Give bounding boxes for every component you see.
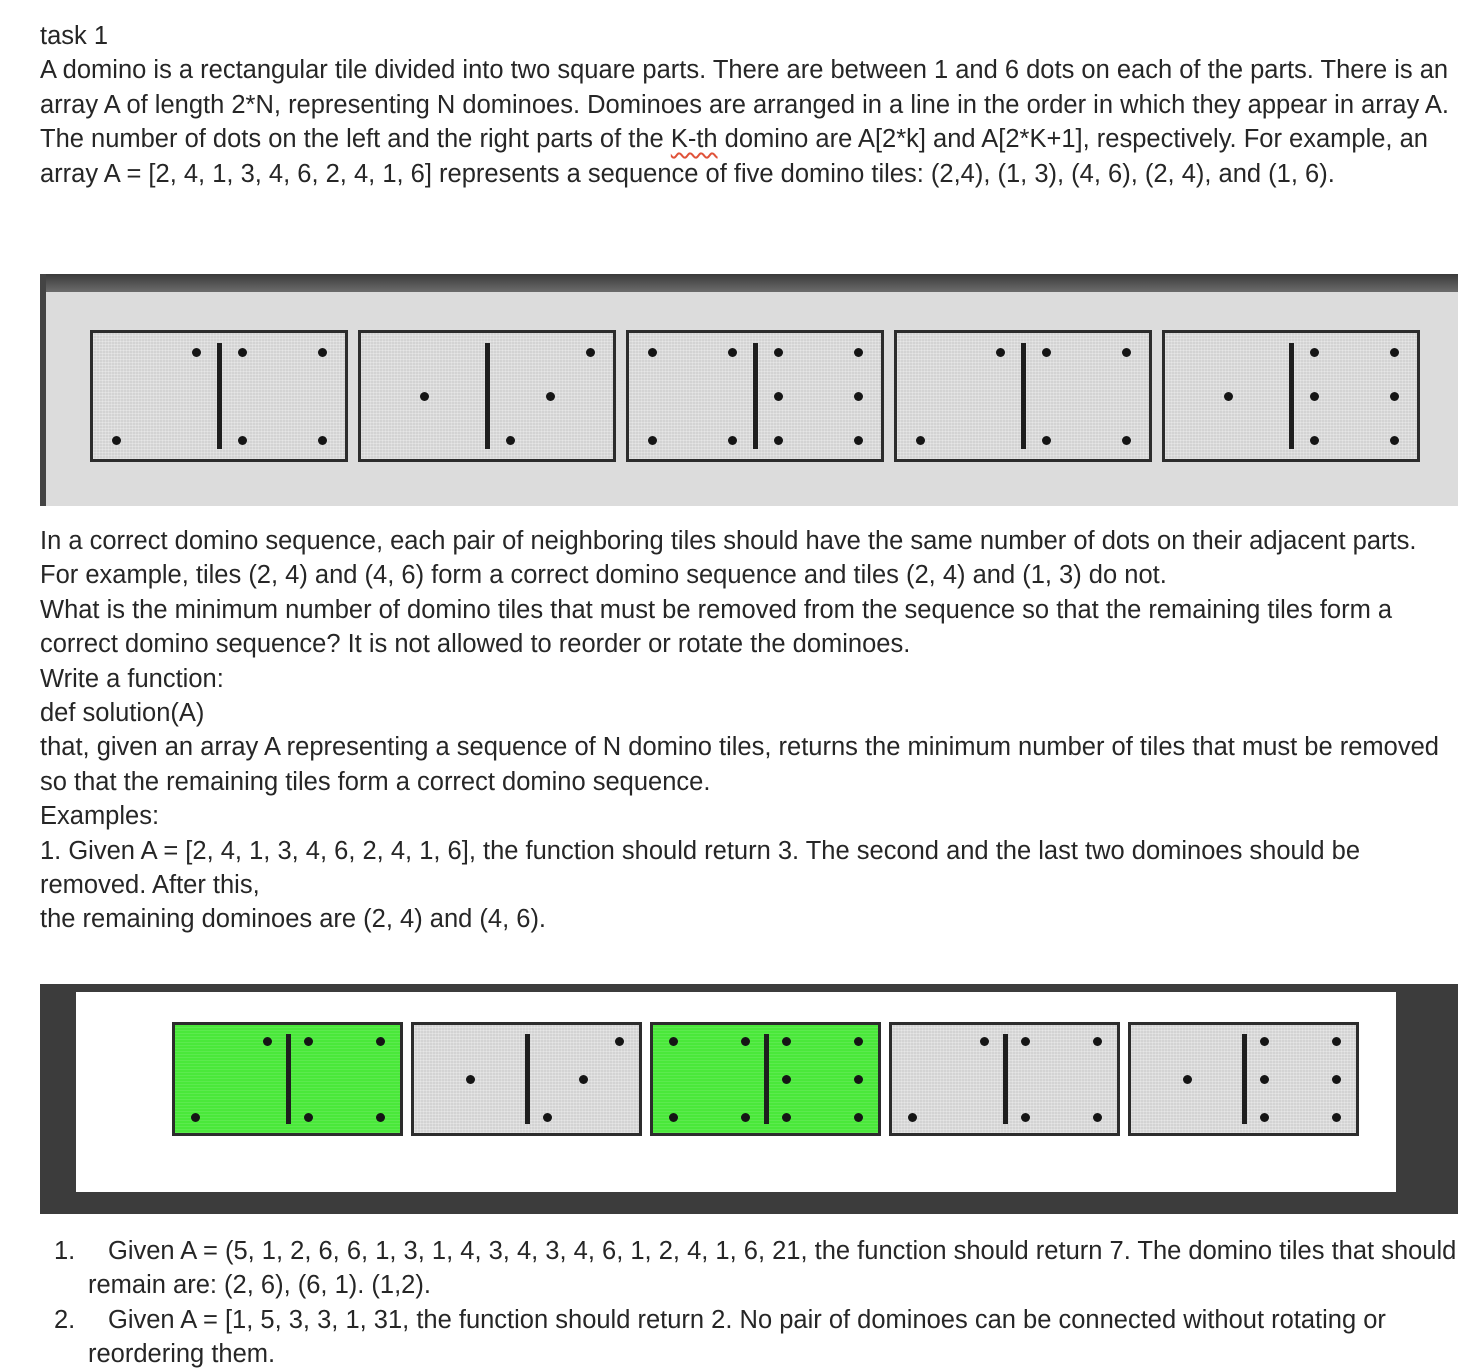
domino-pip: [238, 348, 247, 357]
domino-divider: [217, 343, 222, 449]
domino-pip: [774, 392, 783, 401]
domino-right-half: [1291, 333, 1417, 459]
domino-pip: [304, 1113, 313, 1122]
domino-pip: [263, 1037, 272, 1046]
domino-right-half: [219, 333, 345, 459]
domino-pip: [191, 1113, 200, 1122]
task-title: task 1: [40, 22, 109, 50]
intro-paragraph-1: A domino is a rectangular tile divided into two square parts. There are between 1 and 6 dots on each of the parts. There is an array A of length 2*N, representing N dominoes. Dominoes are arranged in a line in the order in which they appear in array A.: [40, 56, 1449, 119]
domino-left-half: [629, 333, 755, 459]
domino-divider: [525, 1034, 530, 1125]
domino-divider: [753, 343, 758, 449]
domino-pip: [728, 348, 737, 357]
domino-pip: [579, 1075, 588, 1084]
domino-pip: [112, 436, 121, 445]
intro-text: [40, 19, 1460, 191]
domino-divider: [1003, 1034, 1008, 1125]
domino-pip: [1021, 1113, 1030, 1122]
domino-left-half: [1165, 333, 1291, 459]
domino-right-half: [1023, 333, 1149, 459]
domino-pip: [466, 1075, 475, 1084]
domino-pip: [854, 1037, 863, 1046]
domino-left-half: [653, 1025, 766, 1133]
domino-pip: [238, 436, 247, 445]
domino-pip: [546, 392, 555, 401]
domino-figure-2: [40, 984, 1458, 1214]
domino-pip: [648, 348, 657, 357]
function-description: that, given an array A representing a sequence of N domino tiles, returns the minimum number of tiles that must be removed so that the remaining tiles form a correct domino sequence.: [40, 733, 1439, 796]
domino-tile: [358, 330, 616, 462]
domino-pip: [318, 348, 327, 357]
domino-left-half: [361, 333, 487, 459]
domino-pip: [669, 1037, 678, 1046]
domino-pip: [782, 1113, 791, 1122]
domino-pip: [908, 1113, 917, 1122]
domino-left-half: [414, 1025, 527, 1133]
domino-left-half: [897, 333, 1023, 459]
domino-pip: [1260, 1037, 1269, 1046]
domino-pip: [669, 1113, 678, 1122]
domino-tile-highlighted: [172, 1022, 403, 1136]
domino-pip: [1042, 348, 1051, 357]
domino-pip: [728, 436, 737, 445]
domino-pip: [1390, 436, 1399, 445]
domino-pip: [1332, 1113, 1341, 1122]
problem-description: [40, 524, 1460, 937]
domino-pip: [1390, 348, 1399, 357]
examples-label: Examples:: [40, 802, 160, 831]
list-item: 2. Given A = [1, 5, 3, 3, 1, 31, the function should return 2. No pair of dominoes can be connected without rotating or reordering them.: [54, 1305, 1386, 1369]
domino-pip: [304, 1037, 313, 1046]
domino-tile: [90, 330, 348, 462]
domino-right-half: [527, 1025, 640, 1133]
domino-divider: [1242, 1034, 1247, 1125]
domino-tile: [1162, 330, 1420, 462]
domino-pip: [648, 436, 657, 445]
domino-pip: [854, 1113, 863, 1122]
domino-pip: [1310, 436, 1319, 445]
domino-right-half: [755, 333, 881, 459]
domino-pip: [376, 1037, 385, 1046]
spellcheck-flagged-word: K-th: [670, 125, 718, 154]
function-signature: def solution(A): [40, 699, 205, 728]
domino-divider: [485, 343, 490, 449]
domino-right-half: [1005, 1025, 1118, 1133]
domino-pip: [1021, 1037, 1030, 1046]
domino-pip: [854, 392, 863, 401]
write-function-label: Write a function:: [40, 664, 224, 693]
domino-pip: [1332, 1037, 1341, 1046]
intro-paragraph-2: The number of dots on the left and the right parts of the K-th domino are A[2*k] and A[2*K+1], respectively. For example, an array A = [2, 4, 1, 3, 4, 6, 2, 4, 1, 6] represents a sequence of five domino tiles: (2,4), (1, 3), (4, 6), (2, 4), and (1, 6).: [40, 125, 1428, 188]
domino-pip: [543, 1113, 552, 1122]
domino-pip: [586, 348, 595, 357]
domino-divider: [764, 1034, 769, 1125]
domino-right-half: [288, 1025, 401, 1133]
domino-pip: [1122, 436, 1131, 445]
domino-divider: [286, 1034, 291, 1125]
domino-right-half: [487, 333, 613, 459]
domino-pip: [782, 1037, 791, 1046]
domino-pip: [1122, 348, 1131, 357]
domino-tile-highlighted: [650, 1022, 881, 1136]
domino-left-half: [93, 333, 219, 459]
example-1-result: the remaining dominoes are (2, 4) and (4, 6).: [40, 905, 547, 934]
domino-pip: [782, 1075, 791, 1084]
domino-divider: [1021, 343, 1026, 449]
domino-pip: [916, 436, 925, 445]
domino-tile: [889, 1022, 1120, 1136]
domino-pip: [1042, 436, 1051, 445]
domino-figure-1: [40, 274, 1458, 506]
domino-pip: [854, 348, 863, 357]
domino-left-half: [1131, 1025, 1244, 1133]
example-1: 1. Given A = [2, 4, 1, 3, 4, 6, 2, 4, 1, 6], the function should return 3. The second and the last two dominoes should be removed. After this,: [40, 836, 1361, 900]
domino-pip: [1310, 348, 1319, 357]
domino-pip: [506, 436, 515, 445]
domino-pip: [1093, 1113, 1102, 1122]
domino-pip: [1093, 1037, 1102, 1046]
domino-pip: [1260, 1113, 1269, 1122]
domino-pip: [774, 348, 783, 357]
domino-pip: [1310, 392, 1319, 401]
domino-pip: [1332, 1075, 1341, 1084]
domino-tile: [411, 1022, 642, 1136]
domino-divider: [1289, 343, 1294, 449]
domino-tile: [626, 330, 884, 462]
domino-pip: [980, 1037, 989, 1046]
domino-pip: [1390, 392, 1399, 401]
domino-pip: [192, 348, 201, 357]
domino-pip: [1260, 1075, 1269, 1084]
domino-pip: [1183, 1075, 1192, 1084]
list-item: 1. Given A = (5, 1, 2, 6, 6, 1, 3, 1, 4, 3, 4, 3, 4, 6, 1, 2, 4, 1, 6, 21, the function should return 7. The domino tiles that should remain are: (2, 6), (6, 1). (1,2).: [54, 1237, 1457, 1300]
domino-pip: [615, 1037, 624, 1046]
domino-pip: [318, 436, 327, 445]
domino-pip: [741, 1037, 750, 1046]
question-paragraph: What is the minimum number of domino tiles that must be removed from the sequence so that the remaining tiles form a correct domino sequence? It is not allowed to reorder or rotate the dominoes.: [40, 595, 1393, 659]
domino-right-half: [766, 1025, 879, 1133]
domino-pip: [741, 1113, 750, 1122]
domino-tile: [1128, 1022, 1359, 1136]
domino-pip: [1224, 392, 1233, 401]
domino-left-half: [175, 1025, 288, 1133]
domino-pip: [774, 436, 783, 445]
correct-sequence-paragraph: In a correct domino sequence, each pair of neighboring tiles should have the same number of dots on their adjacent parts. For example, tiles (2, 4) and (4, 6) form a correct domino sequence and tiles (2, 4) and (1, 3) do not.: [40, 527, 1417, 590]
domino-pip: [376, 1113, 385, 1122]
domino-pip: [996, 348, 1005, 357]
domino-pip: [854, 436, 863, 445]
domino-pip: [420, 392, 429, 401]
domino-right-half: [1244, 1025, 1357, 1133]
more-examples-list: [54, 1234, 1464, 1372]
domino-tile: [894, 330, 1152, 462]
domino-pip: [854, 1075, 863, 1084]
domino-left-half: [892, 1025, 1005, 1133]
